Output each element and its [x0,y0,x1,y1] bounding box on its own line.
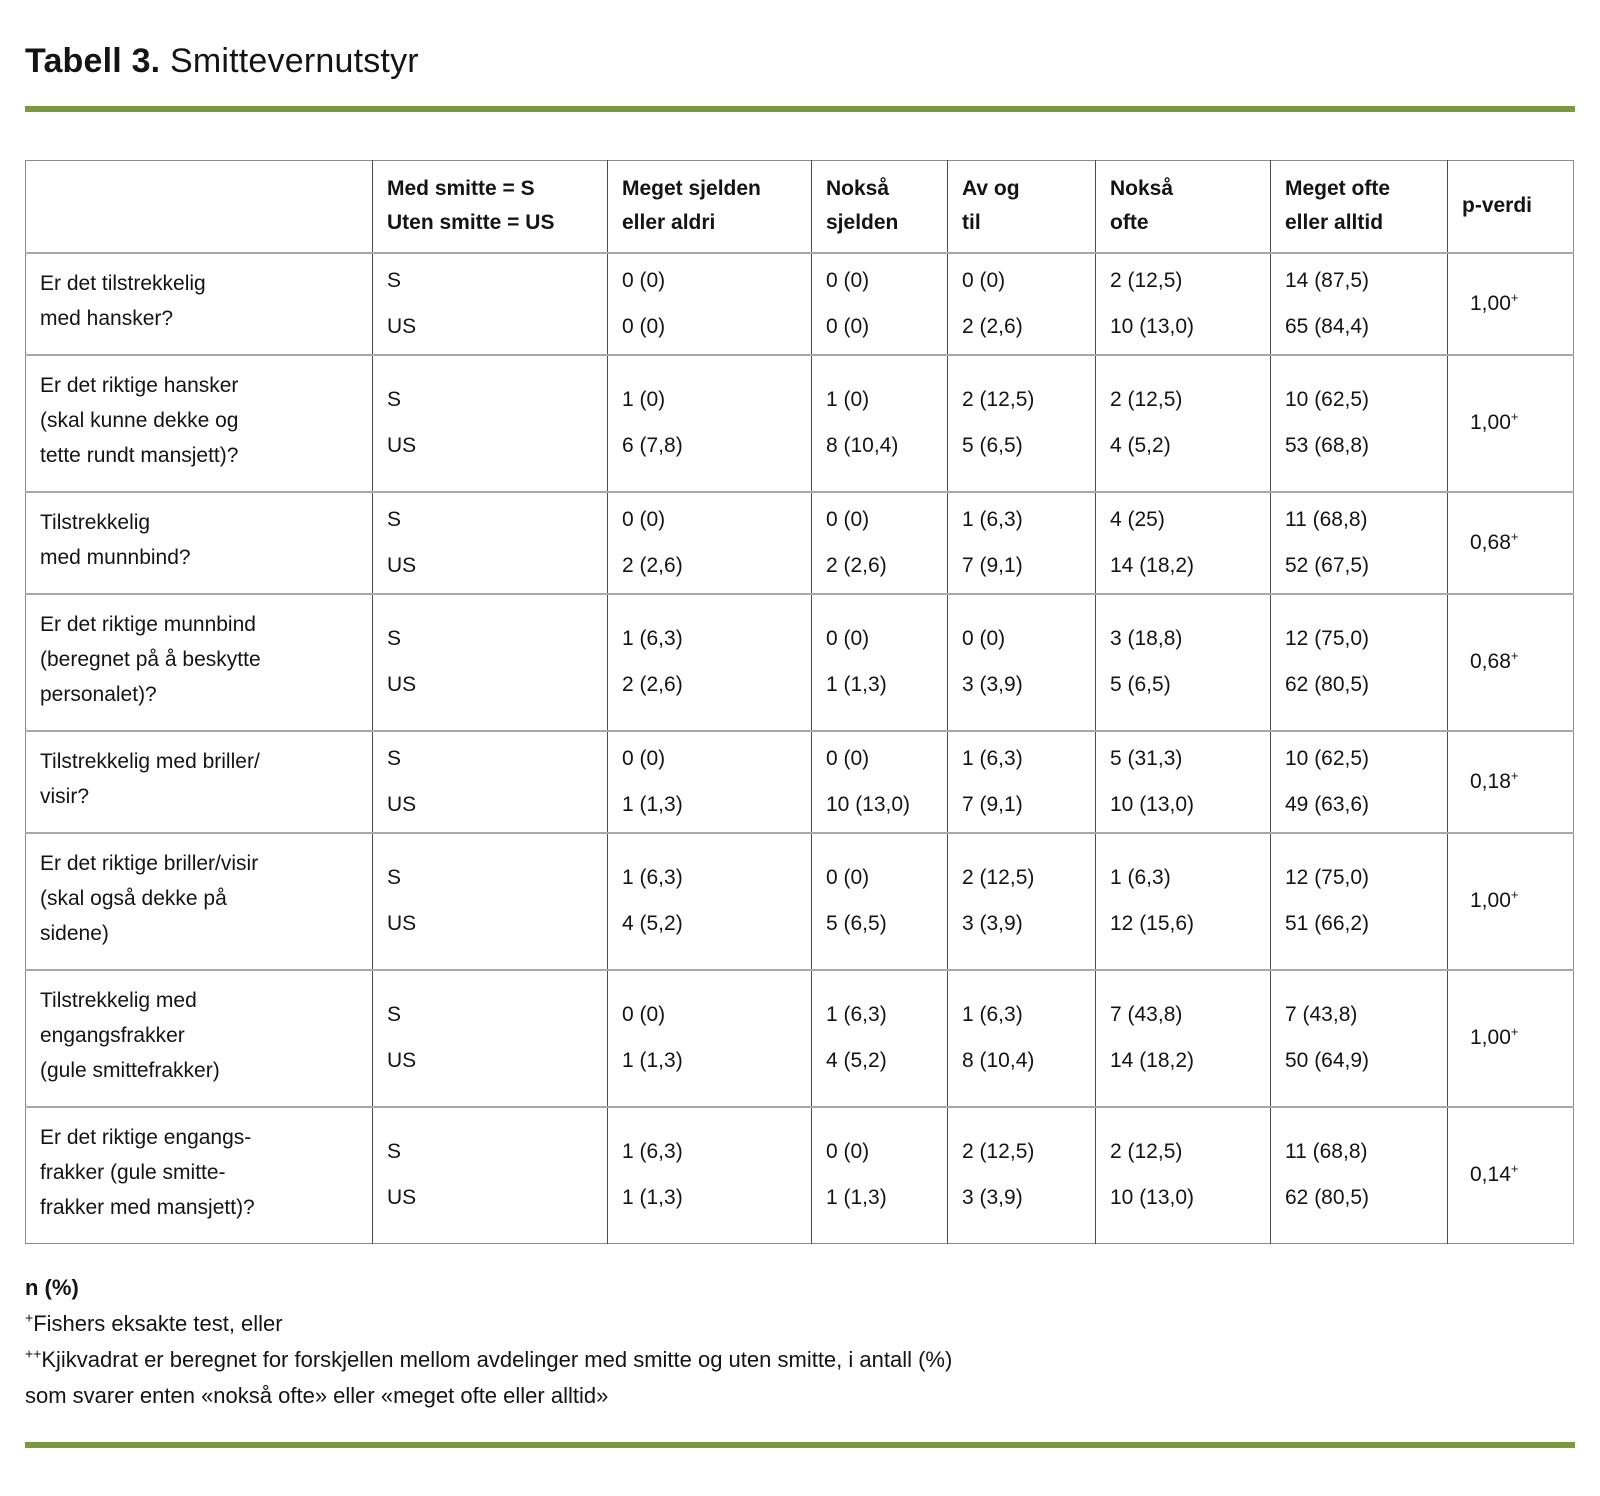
value-cell [1096,355,1271,492]
value-s: 1 (6,3) [622,866,683,889]
value-stack [622,748,810,816]
group-label-s: S [387,388,402,411]
value-us: 3 (3,9) [962,673,1023,696]
p-value-sup: + [1510,648,1519,663]
p-value-cell [1448,253,1574,355]
value-cell [608,594,812,731]
value-cell [1096,731,1271,833]
value-cell [608,253,812,355]
value-s: 0 (0) [622,746,666,770]
group-label-us: US [387,434,417,457]
question-cell [26,833,373,970]
table-row [26,355,1574,492]
question-line: (beregnet på å beskytte [40,647,261,671]
value-cell [608,1107,812,1244]
value-us: 14 (18,2) [1110,1049,1195,1072]
value-cell [1271,833,1448,970]
p-value-cell [1448,355,1574,492]
question-line: med munnbind? [40,545,191,569]
group-label-us: US [387,314,417,338]
question-line: (gule smittefrakker) [40,1058,220,1082]
column-header-line: p-verdi [1462,194,1533,218]
question-line: frakker med mansjett)? [40,1195,255,1219]
value-cell [1096,833,1271,970]
value-cell [1271,970,1448,1107]
value-us: 1 (1,3) [622,792,683,816]
header-row [26,161,1574,253]
value-cell [812,253,948,355]
column-header-line: Meget sjelden [622,177,761,201]
group-cell [373,355,608,492]
value-stack [622,628,810,696]
value-cell [608,492,812,594]
column-header [948,161,1096,253]
value-s: 11 (68,8) [1285,1140,1368,1163]
value-stack [1110,748,1269,816]
value-cell [948,492,1096,594]
p-value-cell [1448,594,1574,731]
value-us: 52 (67,5) [1285,553,1370,577]
p-value-cell [1448,833,1574,970]
value-stack [962,389,1094,457]
question-line: personalet)? [40,682,157,706]
value-s: 5 (31,3) [1110,746,1183,770]
value-s: 10 (62,5) [1285,388,1370,411]
group-stack [387,509,606,577]
table-title-text: Smittevernutstyr [169,42,419,80]
question-line: med hansker? [40,306,174,330]
question-line: Tilstrekkelig [40,510,151,534]
value-us: 6 (7,8) [622,434,683,457]
footnote-text: Kjikvadrat er beregnet for forskjellen mellom avdelinger med smitte og uten smitte, i antall (%) [41,1346,953,1372]
column-header-line: Nokså [1110,177,1174,201]
value-us: 4 (5,2) [1110,434,1171,457]
value-s: 0 (0) [622,1003,666,1026]
value-cell [812,594,948,731]
table-row [26,833,1574,970]
p-value-sup: + [1510,528,1519,544]
value-stack [622,389,810,457]
value-cell [608,731,812,833]
question-line: Er det tilstrekkelig [40,271,206,295]
value-cell [948,833,1096,970]
value-stack [1110,1004,1269,1072]
value-s: 1 (6,3) [622,1140,683,1163]
question-line: Tilstrekkelig med [40,988,197,1012]
column-header [608,161,812,253]
value-s: 7 (43,8) [1285,1003,1358,1026]
value-s: 0 (0) [622,507,666,531]
value-us: 10 (13,0) [1110,1186,1195,1209]
table-header [26,161,1574,253]
bottom-divider-rule [25,1442,1575,1448]
table-row [26,970,1574,1107]
value-us: 62 (80,5) [1285,1186,1370,1209]
value-us: 65 (84,4) [1285,314,1370,338]
value-s: 0 (0) [826,268,870,292]
footnote-legend: n (%) [25,1274,79,1300]
value-stack [1285,748,1446,816]
value-s: 3 (18,8) [1110,627,1183,650]
column-header [1271,161,1448,253]
group-label-us: US [387,1049,417,1072]
value-us: 51 (66,2) [1285,912,1370,935]
value-us: 50 (64,9) [1285,1049,1370,1072]
question-line: visir? [40,784,90,808]
value-stack [826,1141,946,1209]
question-line: Er det riktige munnbind [40,612,256,636]
column-header [1448,161,1574,253]
question-line: Er det riktige hansker [40,373,239,397]
value-us: 2 (2,6) [962,314,1023,338]
group-cell [373,253,608,355]
table-row [26,253,1574,355]
question-cell [26,355,373,492]
value-us: 10 (13,0) [826,792,911,816]
value-stack [1285,867,1446,935]
value-stack [1110,270,1269,338]
value-cell [948,253,1096,355]
value-s: 0 (0) [826,866,870,889]
group-stack [387,748,606,816]
value-us: 8 (10,4) [962,1049,1035,1072]
p-value: 0,14 [1470,1163,1511,1186]
p-value-sup: + [1510,767,1519,783]
value-s: 1 (0) [826,388,870,411]
question-cell [26,594,373,731]
value-us: 0 (0) [622,314,666,338]
group-cell [373,492,608,594]
value-s: 0 (0) [826,627,870,650]
footnote-line [25,1378,1575,1414]
value-stack [1285,1004,1446,1072]
value-us: 5 (6,5) [826,912,887,935]
value-s: 2 (12,5) [962,388,1035,411]
value-cell [948,970,1096,1107]
p-value: 1,00 [1470,291,1511,315]
value-cell [608,833,812,970]
value-cell [1096,253,1271,355]
group-label-us: US [387,792,417,816]
question-line: frakker (gule smitte- [40,1160,226,1184]
value-stack [962,1004,1094,1072]
footnote-line [25,1306,1575,1342]
value-us: 10 (13,0) [1110,792,1195,816]
value-us: 1 (1,3) [826,1186,887,1209]
group-label-s: S [387,1003,402,1026]
column-header-line: Med smitte = S [387,177,535,201]
value-s: 14 (87,5) [1285,268,1370,292]
question-cell [26,492,373,594]
question-line: engangsfrakker [40,1023,185,1047]
value-s: 4 (25) [1110,507,1165,531]
value-s: 12 (75,0) [1285,866,1370,889]
value-us: 5 (6,5) [1110,673,1171,696]
value-us: 2 (2,6) [622,673,683,696]
value-s: 2 (12,5) [1110,388,1183,411]
column-header [1096,161,1271,253]
value-us: 2 (2,6) [622,553,683,577]
question-cell [26,253,373,355]
value-us: 53 (68,8) [1285,434,1370,457]
question-line: (skal kunne dekke og [40,408,239,432]
footnote-line [25,1342,1575,1378]
value-cell [608,970,812,1107]
column-header-line: eller alltid [1285,211,1384,235]
column-header-line: eller aldri [622,211,716,235]
value-cell [812,1107,948,1244]
p-value-sup: + [1510,887,1519,902]
page [0,40,1600,1448]
value-stack [1285,509,1446,577]
group-label-s: S [387,268,402,292]
p-value-cell [1448,492,1574,594]
value-s: 7 (43,8) [1110,1003,1183,1026]
value-stack [962,1141,1094,1209]
value-stack [622,1004,810,1072]
table-row [26,1107,1574,1244]
value-cell [812,833,948,970]
p-value: 1,00 [1470,1026,1511,1049]
value-stack [622,1141,810,1209]
p-value-cell [1448,731,1574,833]
column-header-line: sjelden [826,211,899,235]
value-s: 1 (6,3) [962,746,1023,770]
column-header-line: Av og [962,177,1020,201]
value-cell [1096,492,1271,594]
p-value: 1,00 [1470,889,1511,912]
p-value: 0,68 [1470,650,1511,673]
top-divider-rule [25,106,1575,112]
value-stack [826,1004,946,1072]
value-us: 4 (5,2) [622,912,683,935]
table-title [25,40,1575,82]
group-label-us: US [387,673,417,696]
value-cell [1096,970,1271,1107]
table-title-number: Tabell 3. [25,42,161,80]
data-table [25,160,1574,1244]
value-s: 1 (6,3) [1110,866,1171,889]
p-value-sup: + [1510,289,1519,305]
p-value-cell [1448,970,1574,1107]
value-us: 1 (1,3) [826,673,887,696]
value-us: 0 (0) [826,314,870,338]
value-s: 10 (62,5) [1285,746,1370,770]
group-label-s: S [387,866,402,889]
value-stack [1285,1141,1446,1209]
value-stack [1110,628,1269,696]
value-s: 1 (6,3) [826,1003,887,1026]
value-us: 1 (1,3) [622,1186,683,1209]
column-header-line: Uten smitte = US [387,211,555,235]
value-stack [1285,628,1446,696]
value-cell [608,355,812,492]
group-label-s: S [387,1140,402,1163]
group-stack [387,867,606,935]
value-stack [826,509,946,577]
p-value-sup: + [1510,409,1519,424]
table-body [26,253,1574,1244]
value-us: 2 (2,6) [826,553,887,577]
value-us: 14 (18,2) [1110,553,1195,577]
group-stack [387,1141,606,1209]
value-stack [962,270,1094,338]
value-cell [812,492,948,594]
value-stack [826,389,946,457]
value-stack [962,748,1094,816]
value-cell [1271,492,1448,594]
value-stack [1110,867,1269,935]
group-cell [373,970,608,1107]
value-us: 4 (5,2) [826,1049,887,1072]
value-us: 3 (3,9) [962,912,1023,935]
footnote-text: Fishers eksakte test, eller [33,1310,283,1336]
value-s: 0 (0) [826,1140,870,1163]
value-s: 2 (12,5) [962,1140,1035,1163]
value-s: 2 (12,5) [1110,268,1183,292]
group-stack [387,1004,606,1072]
value-stack [1110,509,1269,577]
value-us: 8 (10,4) [826,434,899,457]
group-label-us: US [387,553,417,577]
group-stack [387,628,606,696]
group-label-s: S [387,507,402,531]
footnote-text: som svarer enten «nokså ofte» eller «meget ofte eller alltid» [25,1382,609,1408]
p-value: 1,00 [1470,411,1511,434]
value-us: 7 (9,1) [962,792,1023,816]
table-row [26,594,1574,731]
value-s: 0 (0) [622,268,666,292]
column-header-line: Meget ofte [1285,177,1390,201]
value-cell [948,1107,1096,1244]
p-value-cell [1448,1107,1574,1244]
value-stack [622,509,810,577]
column-header-line: til [962,211,981,235]
value-us: 62 (80,5) [1285,673,1370,696]
table-row [26,492,1574,594]
value-cell [948,731,1096,833]
value-stack [1110,1141,1269,1209]
value-cell [1271,594,1448,731]
value-us: 1 (1,3) [622,1049,683,1072]
group-cell [373,731,608,833]
value-us: 5 (6,5) [962,434,1023,457]
question-cell [26,731,373,833]
column-header-line: ofte [1110,211,1149,235]
group-cell [373,1107,608,1244]
p-value-sup: + [1510,1024,1519,1039]
value-cell [1096,594,1271,731]
value-stack [962,867,1094,935]
value-s: 0 (0) [962,268,1006,292]
column-header [26,161,373,253]
footnote-sup: + [25,1309,34,1326]
value-stack [1110,389,1269,457]
value-s: 12 (75,0) [1285,627,1370,650]
group-label-us: US [387,912,417,935]
value-us: 3 (3,9) [962,1186,1023,1209]
question-cell [26,970,373,1107]
value-us: 10 (13,0) [1110,314,1195,338]
value-cell [1271,731,1448,833]
p-value: 0,18 [1470,769,1511,793]
question-line: Tilstrekkelig med briller/ [40,749,260,773]
value-stack [1285,270,1446,338]
question-line: sidene) [40,921,109,945]
value-s: 0 (0) [826,507,870,531]
value-stack [826,270,946,338]
column-header-line: Nokså [826,177,890,201]
value-stack [1285,389,1446,457]
value-cell [948,594,1096,731]
value-s: 1 (6,3) [622,627,683,650]
group-label-s: S [387,746,402,770]
value-s: 0 (0) [826,746,870,770]
value-stack [826,867,946,935]
question-line: tette rundt mansjett)? [40,443,239,467]
value-s: 2 (12,5) [962,866,1035,889]
value-s: 1 (6,3) [962,507,1023,531]
value-cell [812,355,948,492]
group-stack [387,270,606,338]
value-cell [812,731,948,833]
value-cell [948,355,1096,492]
value-cell [812,970,948,1107]
value-stack [622,270,810,338]
group-label-s: S [387,627,402,650]
value-stack [826,748,946,816]
value-stack [962,509,1094,577]
table-row [26,731,1574,833]
question-line: Er det riktige engangs- [40,1125,252,1149]
value-us: 12 (15,6) [1110,912,1195,935]
value-cell [1096,1107,1271,1244]
question-line: Er det riktige briller/visir [40,851,259,875]
question-cell [26,1107,373,1244]
footnotes [25,1270,1575,1414]
p-value-sup: + [1510,1161,1519,1176]
group-cell [373,594,608,731]
value-cell [1271,355,1448,492]
value-s: 0 (0) [962,627,1006,650]
group-cell [373,833,608,970]
value-us: 7 (9,1) [962,553,1023,577]
value-s: 2 (12,5) [1110,1140,1183,1163]
value-s: 1 (6,3) [962,1003,1023,1026]
value-s: 1 (0) [622,388,666,411]
value-cell [1271,1107,1448,1244]
footnote-sup: ++ [25,1345,42,1362]
group-label-us: US [387,1186,417,1209]
column-header [373,161,608,253]
value-us: 49 (63,6) [1285,792,1370,816]
value-s: 11 (68,8) [1285,507,1368,531]
p-value: 0,68 [1470,530,1511,554]
value-stack [622,867,810,935]
value-stack [826,628,946,696]
value-stack [962,628,1094,696]
question-line: (skal også dekke på [40,886,227,910]
group-stack [387,389,606,457]
column-header [812,161,948,253]
value-cell [1271,253,1448,355]
